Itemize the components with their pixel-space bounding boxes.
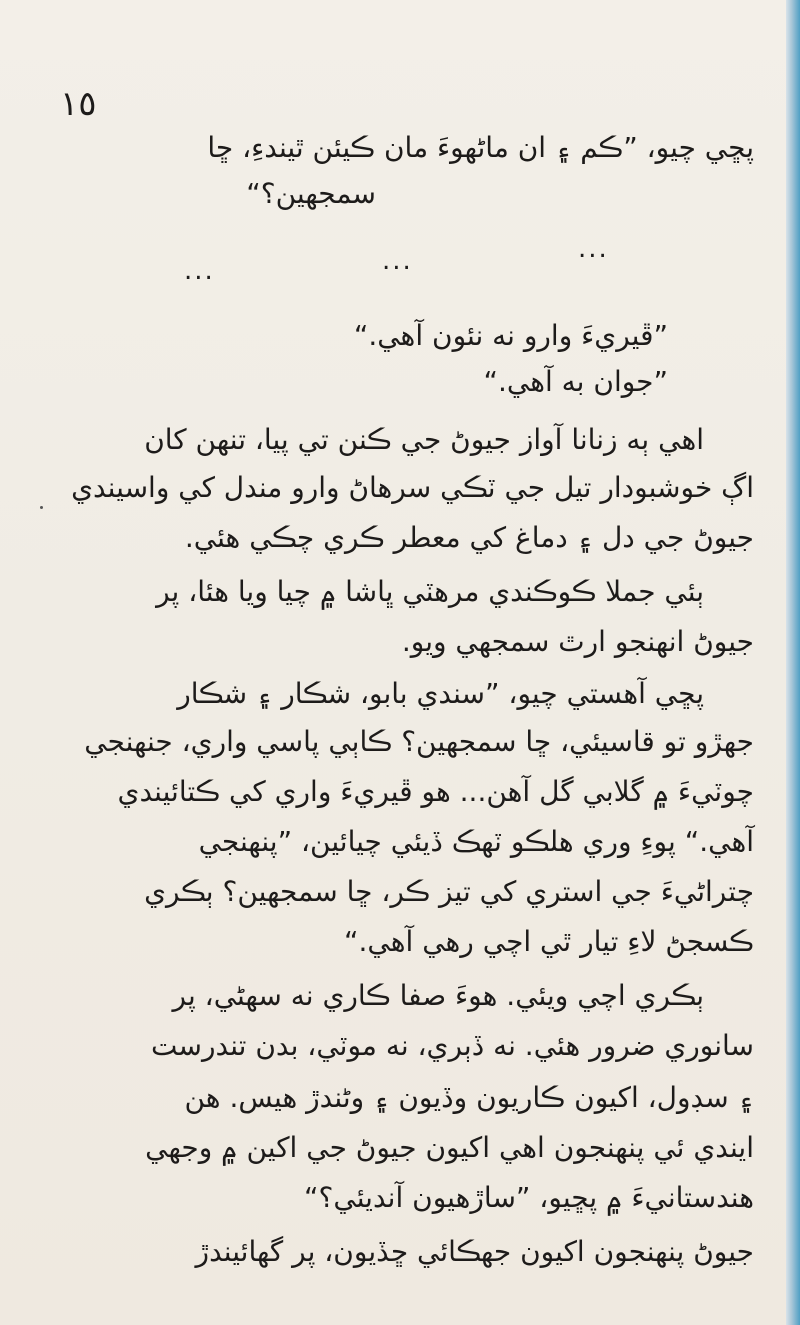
dialogue-line: ”ڦيريءَ وارو نه نئون آهي.“ (353, 319, 668, 352)
text-line: چتراڻيءَ جي استري کي تيز ڪر، ڇا سمجهين؟ ٻڪري (144, 875, 754, 908)
page-edge (786, 0, 800, 1325)
ellipsis: ... (578, 234, 609, 264)
text-line: جيوڻ پنهنجون اکيون جهڪائي ڇڏيون، پر گهائيندڙ (195, 1235, 754, 1268)
text-line: جيوڻ انهنجو ارٿ سمجهي ويو. (401, 625, 754, 658)
text-line: جيوڻ جي دل ۽ دماغ کي معطر ڪري چڪي هئي. (184, 521, 754, 554)
dialogue-line: ”جوان به آهي.“ (483, 365, 668, 398)
ellipsis: ... (184, 256, 215, 286)
text-line: ڪسجڻ لاءِ تيار ٿي اچي رهي آهي.“ (344, 925, 754, 958)
text-line: چوٽيءَ ۾ گلابي گل آهن... هو ڦيريءَ واري کي ڪتائيندي (117, 775, 754, 808)
page-number: ١٥ (60, 84, 97, 124)
text-line: اڳ خوشبودار تيل جي ٽڪي سرهاڻ وارو مندل کي واسيندي (71, 471, 754, 504)
text-line: ايندي ئي پنهنجون اهي اکيون جيوڻ جي اکين ۾ وجهي (145, 1131, 754, 1164)
ellipsis: ... (382, 246, 413, 276)
text-line: ٻئي جملا ڪوڪندي مرهٽي ڀاشا ۾ چيا ويا هئا، پر (156, 575, 704, 608)
text-line: سمجهين؟“ (246, 177, 376, 210)
text-line: پڇي چيو، ”ڪم ۽ ان ماڻهوءَ مان ڪيئن ٿيندءِ، ڇا (207, 131, 754, 164)
text-line: سانوري ضرور هئي. نه ڏٻري، نه موٽي، بدن تندرست (151, 1029, 754, 1062)
text-line: جهڙو تو قاسيئي، ڇا سمجهين؟ ڪاٻي پاسي واري، جنهنجي (84, 725, 754, 758)
text-line: اهي ٻه زنانا آواز جيوڻ جي ڪنن تي پيا، تنهن کان (144, 423, 704, 456)
text-line: ۽ سڊول، اکيون ڪاريون وڏيون ۽ وڻندڙ هيس. هن (184, 1081, 754, 1114)
text-line: آهي.“ پوءِ وري هلڪو ٽهڪ ڏيئي چيائين، ”پنهنجي (198, 825, 754, 858)
text-line: پڇي آهستي چيو، ”سندي بابو، شڪار ۽ شڪار (177, 677, 704, 710)
text-line: هندستانيءَ ۾ پڇيو، ”ساڙهيون آنديئي؟“ (304, 1181, 754, 1214)
text-line: ٻڪري اچي ويئي. هوءَ صفا ڪاري نه سهڻي، پر (172, 979, 704, 1012)
paper-speck (40, 506, 43, 509)
